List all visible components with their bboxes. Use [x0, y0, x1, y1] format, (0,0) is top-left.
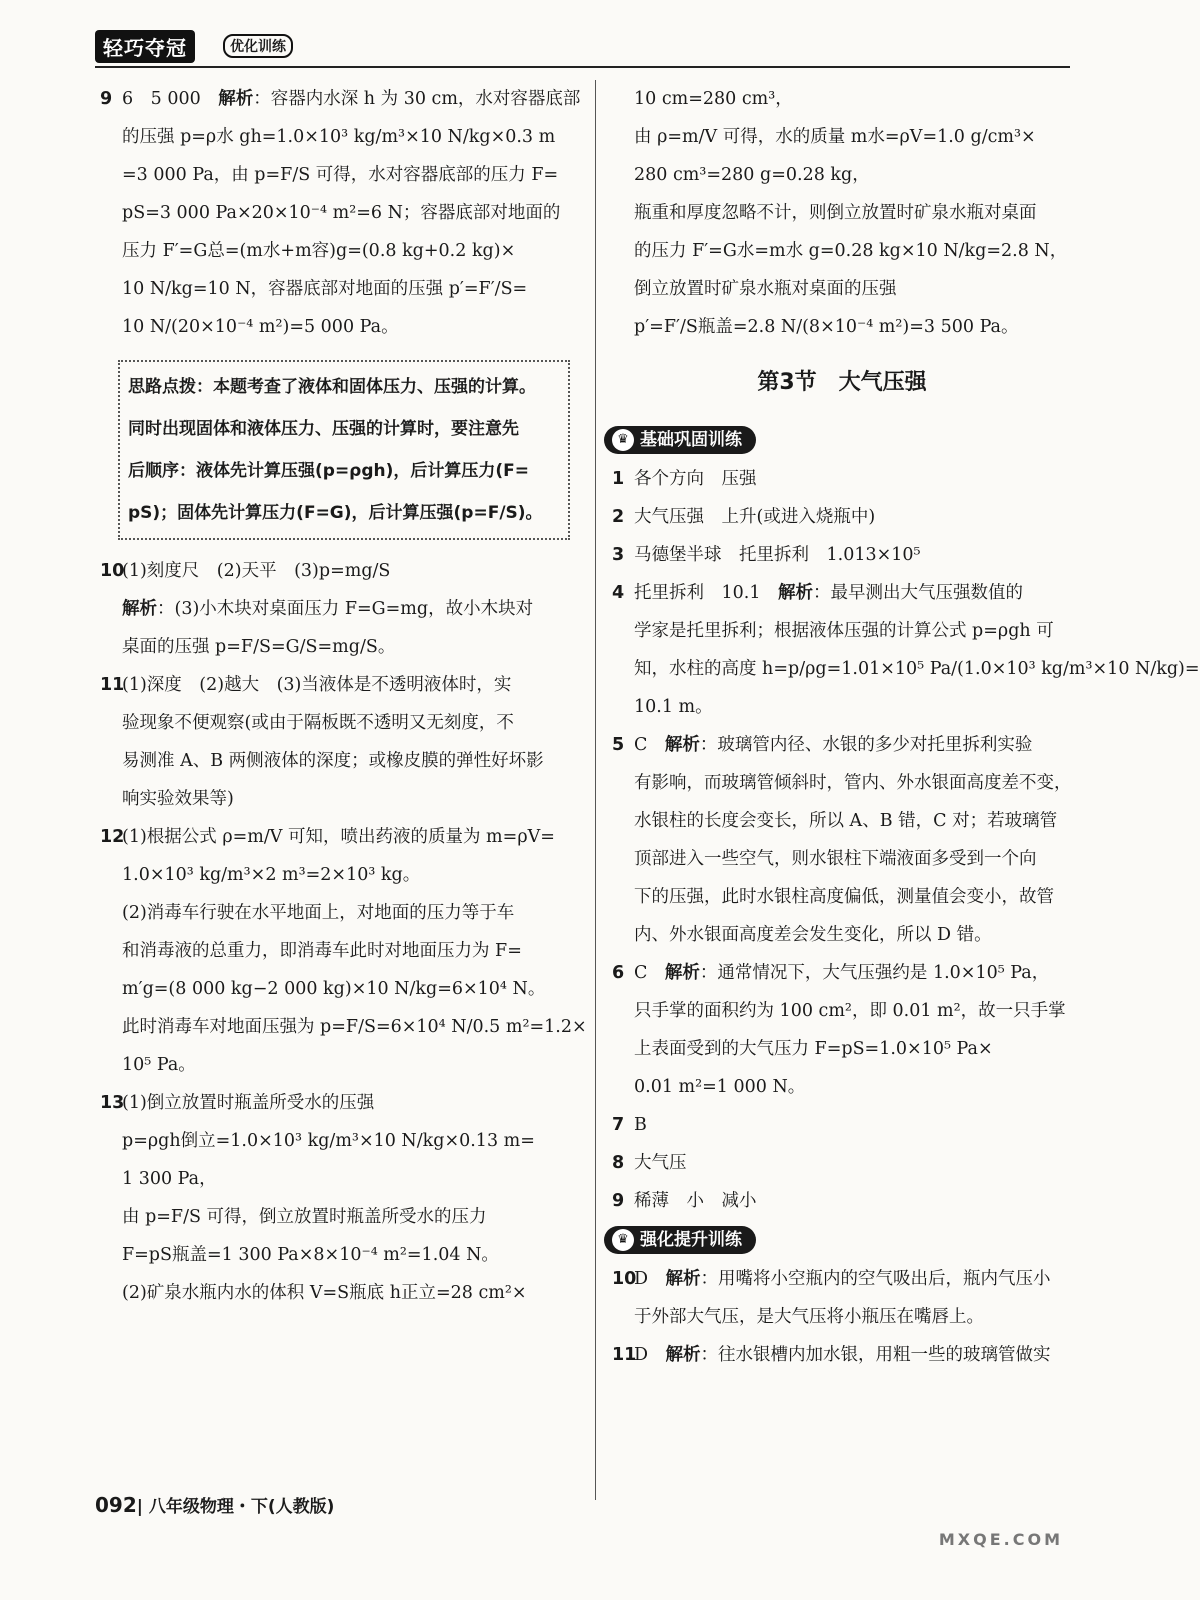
text-line — [612, 688, 1072, 726]
text-line — [100, 970, 570, 1008]
line-text: 10 N/kg=10 N，容器底部对地面的压强 p′=F′/S= — [122, 279, 528, 299]
text-line — [612, 536, 1072, 574]
line-text: pS=3 000 Pa×20×10⁻⁴ m²=6 N；容器底部对地面的 — [122, 203, 561, 223]
line-text: 1.0×10³ kg/m³×2 m³=2×10³ kg。 — [122, 865, 421, 885]
text-line — [612, 498, 1072, 536]
text-line — [100, 80, 581, 118]
text-line — [612, 232, 1072, 270]
page-footer — [95, 1492, 334, 1517]
text-line — [612, 1182, 1072, 1220]
line-text: 10 N/(20×10⁻⁴ m²)=5 000 Pa。 — [122, 317, 399, 337]
line-text: 10 cm=280 cm³， — [634, 89, 793, 109]
text-line — [612, 118, 1072, 156]
line-text: 的压强 p=ρ水 gh=1.0×10³ kg/m³×10 N/kg×0.3 m — [122, 127, 556, 147]
text-line — [100, 1236, 570, 1274]
text-line — [612, 1068, 1072, 1106]
line-text: 0.01 m²=1 000 N。 — [634, 1077, 806, 1097]
badge-label: 基础巩固训练 — [640, 430, 742, 450]
text-line — [612, 992, 1072, 1030]
question-number: 5 — [612, 735, 625, 755]
line-text: 有影响，而玻璃管倾斜时，管内、外水银面高度差不变， — [634, 773, 1072, 793]
badge-label: 强化提升训练 — [640, 1230, 742, 1250]
question-number: 13 — [100, 1093, 125, 1113]
question-number: 3 — [612, 545, 625, 565]
question-number: 9 — [612, 1191, 625, 1211]
text-line — [100, 704, 570, 742]
text-line — [100, 1046, 570, 1084]
line-text: 大气压 — [634, 1153, 687, 1173]
line-text: C — [634, 963, 665, 983]
analysis-label: 解析 — [665, 1269, 701, 1289]
question-number: 9 — [100, 89, 113, 109]
line-text: ：(3)小木块对桌面压力 F=G=mg，故小木块对 — [157, 599, 534, 619]
line-text: (1)根据公式 ρ=m/V 可知，喷出药液的质量为 m=ρV= — [122, 827, 555, 847]
text-line — [100, 156, 570, 194]
analysis-label: 解析 — [664, 963, 700, 983]
section-title: 第3节 大气压强 — [757, 370, 927, 395]
text-line — [100, 1122, 570, 1160]
text-line — [612, 1106, 1072, 1144]
text-line — [100, 118, 570, 156]
line-text: 10.1 m。 — [634, 697, 713, 717]
basic-training-badge — [604, 426, 756, 454]
line-text: B — [634, 1115, 647, 1135]
question-number: 4 — [612, 583, 625, 603]
text-line — [100, 232, 570, 270]
line-text: (2)矿泉水瓶内水的体积 V=S瓶底 h正立=28 cm²× — [122, 1283, 527, 1303]
text-line — [100, 628, 570, 666]
text-line — [100, 1198, 570, 1236]
footer-sep: | — [136, 1497, 149, 1517]
question-number: 11 — [612, 1345, 637, 1365]
text-line — [100, 856, 570, 894]
line-text: ：用嘴将小空瓶内的空气吸出后，瓶内气压小 — [700, 1269, 1051, 1289]
line-text: (1)深度 (2)越大 (3)当液体是不透明液体时，实 — [122, 675, 512, 695]
text-line — [100, 1274, 570, 1312]
text-line — [612, 1336, 1072, 1374]
tip-line: 后顺序：液体先计算压强(p=ρgh)，后计算压力(F= — [128, 461, 530, 481]
line-text: 只手掌的面积约为 100 cm²，即 0.01 m²，故一只手掌 — [634, 1001, 1066, 1021]
text-line — [612, 574, 1072, 612]
line-text: 知，水柱的高度 h=p/ρg=1.01×10⁵ Pa/(1.0×10³ kg/m³×10 N/kg)= — [634, 659, 1200, 679]
line-text: (2)消毒车行驶在水平地面上，对地面的压力等于车 — [122, 903, 515, 923]
text-line — [100, 552, 570, 590]
text-line — [612, 308, 1072, 346]
analysis-label: 解析 — [664, 735, 700, 755]
text-line — [612, 270, 1072, 308]
question-number: 8 — [612, 1153, 625, 1173]
page-header — [95, 30, 1070, 68]
text-line — [100, 742, 570, 780]
line-text: (1)刻度尺 (2)天平 (3)p=mg/S — [122, 561, 391, 581]
line-text: 上表面受到的大气压力 F=pS=1.0×10⁵ Pa× — [634, 1039, 993, 1059]
text-line — [612, 156, 1072, 194]
line-text: 下的压强，此时水银柱高度偏低，测量值会变小，故管 — [634, 887, 1054, 907]
text-line — [612, 954, 1072, 992]
text-line — [612, 194, 1072, 232]
line-text: ：往水银槽内加水银，用粗一些的玻璃管做实 — [700, 1345, 1051, 1365]
question-number: 11 — [100, 675, 125, 695]
line-text: 学家是托里拆利；根据液体压强的计算公式 p=ρgh 可 — [634, 621, 1054, 641]
line-text: ：最早测出大气压强数值的 — [812, 583, 1023, 603]
watermark: MXQE.COM — [938, 1530, 1063, 1549]
text-line — [100, 308, 570, 346]
text-line — [612, 878, 1072, 916]
line-text: 各个方向 压强 — [634, 469, 757, 489]
analysis-label: 解析 — [665, 1345, 701, 1365]
text-line — [612, 764, 1072, 802]
text-line — [612, 460, 1072, 498]
brand-logo: 轻巧夺冠 — [95, 30, 195, 63]
line-text: 于外部大气压，是大气压将小瓶压在嘴唇上。 — [634, 1307, 984, 1327]
text-line — [612, 1030, 1072, 1068]
text-line — [100, 780, 570, 818]
line-text: m′g=(8 000 kg−2 000 kg)×10 N/kg=6×10⁴ N。 — [122, 979, 546, 999]
brand-subtitle: 优化训练 — [223, 34, 293, 58]
line-text: 托里拆利 10.1 — [634, 583, 778, 603]
line-text: 稀薄 小 减小 — [634, 1191, 757, 1211]
line-text: 验现象不便观察(或由于隔板既不透明又无刻度，不 — [122, 713, 514, 733]
question-number: 6 — [612, 963, 625, 983]
line-text: ：通常情况下，大气压强约是 1.0×10⁵ Pa， — [699, 963, 1050, 983]
crown-icon: ♛ — [612, 1229, 634, 1251]
text-line — [100, 590, 570, 628]
question-number: 7 — [612, 1115, 625, 1135]
line-text: C — [634, 735, 665, 755]
line-text: 280 cm³=280 g=0.28 kg， — [634, 165, 870, 185]
text-line — [612, 1144, 1072, 1182]
question-number: 2 — [612, 507, 625, 527]
text-line — [100, 194, 570, 232]
line-text: 倒立放置时矿泉水瓶对桌面的压强 — [634, 279, 897, 299]
text-line — [612, 80, 1072, 118]
text-line — [100, 818, 570, 856]
advanced-training-badge — [604, 1226, 756, 1254]
line-text: 大气压强 上升(或进入烧瓶中) — [634, 507, 876, 527]
line-text: 6 5 000 — [122, 89, 219, 109]
question-number: 10 — [100, 561, 125, 581]
line-text: 压力 F′=G总=(m水+m容)g=(0.8 kg+0.2 kg)× — [122, 241, 516, 261]
line-text: (1)倒立放置时瓶盖所受水的压强 — [122, 1093, 375, 1113]
question-number: 10 — [612, 1269, 637, 1289]
text-line — [100, 1008, 587, 1046]
line-text: F=pS瓶盖=1 300 Pa×8×10⁻⁴ m²=1.04 N。 — [122, 1245, 499, 1265]
line-text: p=ρgh倒立=1.0×10³ kg/m³×10 N/kg×0.13 m= — [122, 1131, 535, 1151]
tip-line: pS)；固体先计算压力(F=G)，后计算压强(p=F/S)。 — [128, 503, 543, 523]
line-text: 此时消毒车对地面压强为 p=F/S=6×10⁴ N/0.5 m²=1.2× — [122, 1017, 587, 1037]
text-line — [100, 932, 570, 970]
text-line — [612, 1298, 1072, 1336]
question-number: 1 — [612, 469, 625, 489]
tip-line: 思路点拨：本题考查了液体和固体压力、压强的计算。 — [128, 377, 536, 397]
text-line — [612, 916, 1072, 954]
text-line — [100, 666, 570, 704]
text-line — [100, 1160, 570, 1198]
line-text: p′=F′/S瓶盖=2.8 N/(8×10⁻⁴ m²)=3 500 Pa。 — [634, 317, 1019, 337]
text-line — [612, 840, 1072, 878]
text-line — [612, 802, 1072, 840]
text-line — [612, 726, 1072, 764]
line-text: 马德堡半球 托里拆利 1.013×10⁵ — [634, 545, 921, 565]
line-text: 内、外水银面高度差会发生变化，所以 D 错。 — [634, 925, 992, 945]
line-text: ：容器内水深 h 为 30 cm，水对容器底部 — [253, 89, 581, 109]
line-text: 由 ρ=m/V 可得，水的质量 m水=ρV=1.0 g/cm³× — [634, 127, 1036, 147]
text-line — [100, 1084, 570, 1122]
analysis-label: 解析 — [122, 599, 157, 619]
text-line — [612, 612, 1072, 650]
question-number: 12 — [100, 827, 125, 847]
column-divider — [595, 80, 596, 1500]
line-text: 水银柱的长度会变长，所以 A、B 错，C 对；若玻璃管 — [634, 811, 1058, 831]
line-text: 由 p=F/S 可得，倒立放置时瓶盖所受水的压力 — [122, 1207, 487, 1227]
line-text: 瓶重和厚度忽略不计，则倒立放置时矿泉水瓶对桌面 — [634, 203, 1037, 223]
book-title: 八年级物理・下(人教版) — [148, 1497, 335, 1517]
tip-line: 同时出现固体和液体压力、压强的计算时，要注意先 — [128, 419, 519, 439]
line-text: ：玻璃管内径、水银的多少对托里拆利实验 — [699, 735, 1033, 755]
text-line — [100, 894, 570, 932]
line-text: 顶部进入一些空气，则水银柱下端液面多受到一个向 — [634, 849, 1037, 869]
line-text: 和消毒液的总重力，即消毒车此时对地面压力为 F= — [122, 941, 522, 961]
line-text: 的压力 F′=G水=m水 g=0.28 kg×10 N/kg=2.8 N， — [634, 241, 1068, 261]
text-line — [612, 650, 1200, 688]
analysis-label: 解析 — [777, 583, 813, 603]
line-text: 10⁵ Pa。 — [122, 1055, 196, 1075]
line-text: D — [634, 1269, 666, 1289]
line-text: 1 300 Pa， — [122, 1169, 217, 1189]
line-text: 易测准 A、B 两侧液体的深度；或橡皮膜的弹性好坏影 — [122, 751, 544, 771]
left-column — [100, 80, 587, 1312]
line-text: 桌面的压强 p=F/S=G/S=mg/S。 — [122, 637, 396, 657]
tip-box — [118, 360, 570, 540]
text-line — [612, 1260, 1072, 1298]
crown-icon: ♛ — [612, 429, 634, 451]
page-number: 092 — [95, 1493, 137, 1517]
text-line — [100, 270, 570, 308]
analysis-label: 解析 — [218, 89, 254, 109]
line-text: D — [634, 1345, 666, 1365]
right-column — [612, 80, 1200, 1374]
line-text: =3 000 Pa，由 p=F/S 可得，水对容器底部的压力 F= — [122, 165, 559, 185]
line-text: 响实验效果等) — [122, 789, 234, 809]
